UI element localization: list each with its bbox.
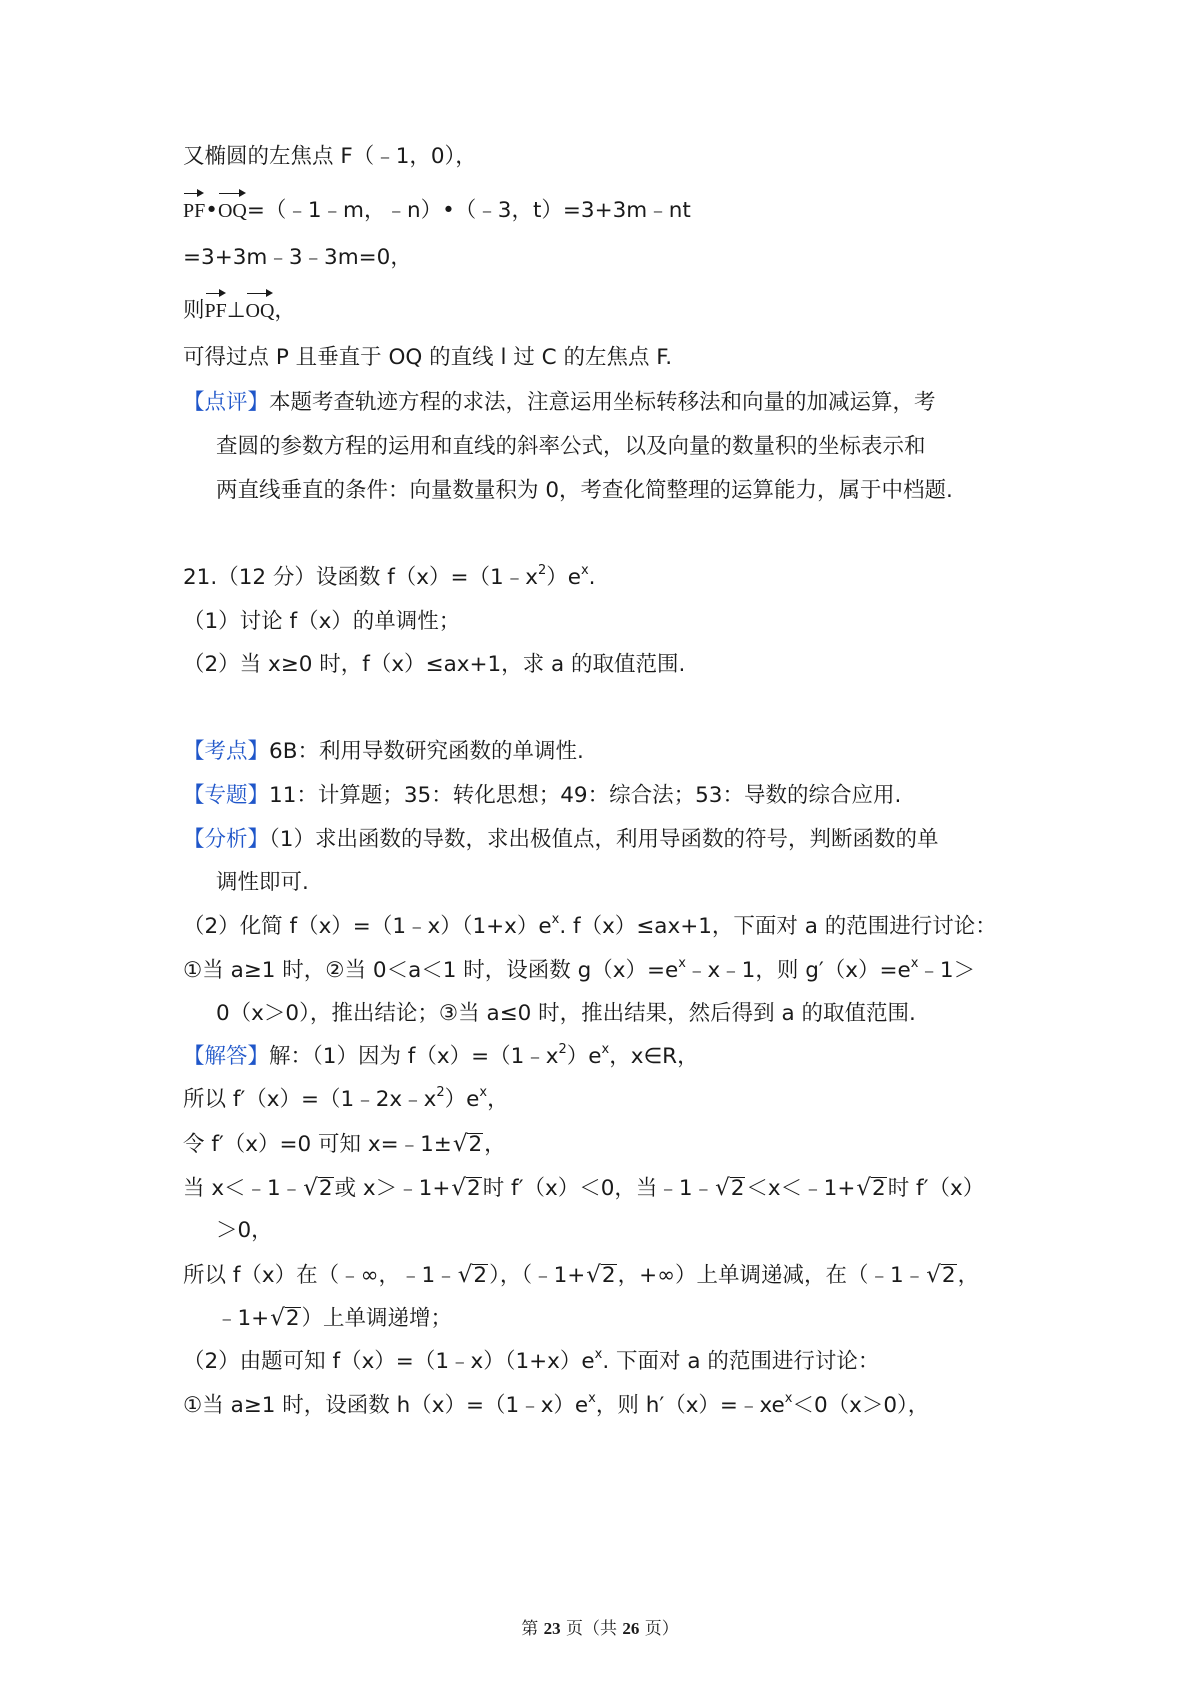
text: 又椭圆的左焦点 F（﹣1，0），	[183, 144, 477, 169]
sqrt-2: √2	[451, 1175, 481, 1201]
text: 时 f′（x）	[887, 1176, 985, 1201]
page-total: 26	[622, 1619, 640, 1638]
text: ＜x＜﹣1+	[746, 1176, 856, 1201]
text: ＜0（x＞0），	[792, 1393, 930, 1418]
text: ）e	[546, 565, 581, 590]
text-line	[183, 243, 412, 273]
text: ＞0，	[216, 1218, 273, 1243]
solution-line	[183, 1260, 979, 1291]
text: 解：（1）因为 f（x）=（1﹣x	[269, 1044, 559, 1069]
text: .	[588, 565, 596, 590]
text: 或 x＞﹣1+	[334, 1176, 451, 1201]
text: （1）求出函数的导数，求出极值点，利用导函数的符号，判断函数的单	[269, 827, 939, 852]
radicand: 2	[285, 1306, 300, 1331]
vector-pf: PF	[205, 293, 227, 326]
comment-line	[183, 388, 936, 418]
kaodian-line	[183, 737, 584, 767]
text: 时 f′（x）＜0，当﹣1﹣	[482, 1176, 715, 1201]
comment-line	[216, 476, 953, 506]
text: 可得过点 P 且垂直于 OQ 的直线 l 过 C 的左焦点 F.	[183, 345, 673, 370]
solution-line	[183, 1129, 506, 1160]
text: ）e	[566, 1044, 602, 1069]
radicand: 2	[730, 1176, 745, 1201]
superscript: x	[594, 1346, 603, 1362]
jieda-line	[183, 1042, 699, 1072]
radicand: 2	[473, 1263, 488, 1288]
solution-line	[183, 1391, 929, 1421]
superscript: x	[479, 1084, 488, 1100]
text: ①当 a≥1 时，②当 0＜a＜1 时，设函数 g（x）=e	[183, 958, 679, 983]
kaodian-tag: 【考点】	[183, 739, 270, 764]
text: =（﹣1﹣m，﹣n）•（﹣3，t）=3+3m﹣nt	[246, 198, 691, 223]
text: ，	[484, 1132, 506, 1157]
text: ）e	[444, 1087, 480, 1112]
text: （2）化简 f（x）=（1﹣x）（1+x）e	[183, 914, 552, 939]
sqrt-2: √2	[715, 1175, 745, 1201]
sqrt-2: √2	[270, 1305, 300, 1331]
dot-symbol: •	[205, 198, 218, 223]
vector-oq: OQ	[218, 193, 247, 226]
jieda-tag: 【解答】	[183, 1044, 270, 1069]
zhuanti-tag: 【专题】	[183, 783, 270, 808]
text: ﹣1+	[216, 1306, 270, 1331]
radicand: 2	[468, 1132, 483, 1157]
page-number: 23	[543, 1619, 561, 1638]
text: 本题考查轨迹方程的求法，注意运用坐标转移法和向量的加减运算，考	[269, 390, 936, 415]
sqrt-2: √2	[452, 1131, 483, 1157]
text: . f（x）≤ax+1，下面对 a 的范围进行讨论：	[559, 914, 997, 939]
comment-line	[216, 432, 926, 462]
text: 则	[183, 298, 205, 323]
vector-dot-line	[183, 193, 691, 226]
superscript: x	[588, 1390, 596, 1406]
radicand: 2	[467, 1176, 481, 1201]
solution-line	[183, 1085, 509, 1115]
text: ）上单调递增；	[301, 1306, 453, 1331]
radicand: 2	[318, 1176, 333, 1201]
superscript: 2	[558, 1041, 567, 1057]
fenxi-line	[216, 868, 309, 898]
text: ﹣1＞	[918, 958, 976, 983]
text: 调性即可.	[216, 870, 309, 895]
perpendicular-line	[183, 293, 296, 326]
sqrt-2: √2	[303, 1175, 333, 1201]
perp-symbol: ⊥	[226, 298, 246, 323]
footer-text: 页（共	[560, 1619, 623, 1639]
superscript: x	[678, 955, 686, 971]
superscript: x	[784, 1390, 793, 1406]
sqrt-2: √2	[856, 1175, 886, 1201]
text: （1）讨论 f（x）的单调性；	[183, 609, 461, 634]
comment-tag: 【点评】	[183, 390, 270, 415]
superscript: 2	[537, 562, 547, 578]
vector-pf: PF	[183, 193, 205, 226]
text: 6B：利用导数研究函数的单调性.	[269, 739, 584, 764]
text: （2）当 x≥0 时，f（x）≤ax+1，求 a 的取值范围.	[183, 652, 686, 677]
text-line	[183, 343, 672, 373]
fenxi-line	[216, 999, 916, 1029]
text: ，则 h′（x）=﹣xe	[595, 1393, 785, 1418]
text: 11：计算题；35：转化思想；49：综合法；53：导数的综合应用.	[269, 783, 902, 808]
text: ，	[957, 1263, 980, 1288]
text: ﹣x﹣1，则 g′（x）=e	[685, 958, 911, 983]
text: . 下面对 a 的范围进行讨论：	[602, 1349, 880, 1374]
text: ，	[487, 1087, 509, 1112]
sqrt-2: √2	[926, 1262, 956, 1288]
text: ，	[274, 298, 296, 323]
text: 21.（12 分）设函数 f（x）=（1﹣x	[183, 565, 538, 590]
fenxi-line	[183, 912, 997, 942]
fenxi-line	[183, 825, 938, 855]
text: 所以 f′（x）=（1﹣2x﹣x	[183, 1087, 437, 1112]
radicand: 2	[601, 1263, 616, 1288]
text: 两直线垂直的条件：向量数量积为 0，考查化简整理的运算能力，属于中档题.	[216, 478, 953, 503]
text: ①当 a≥1 时，设函数 h（x）=（1﹣x）e	[183, 1393, 589, 1418]
question-title	[183, 563, 596, 593]
text: 0（x＞0），推出结论；③当 a≤0 时，推出结果，然后得到 a 的取值范围.	[216, 1001, 916, 1026]
text: 查圆的参数方程的运用和直线的斜率公式，以及向量的数量积的坐标表示和	[216, 434, 926, 459]
vector-oq: OQ	[246, 293, 275, 326]
superscript: x	[910, 955, 919, 971]
superscript: x	[551, 911, 560, 927]
fenxi-line	[183, 956, 975, 986]
zhuanti-line	[183, 781, 901, 811]
question-part	[183, 607, 460, 637]
page-footer	[0, 1614, 1200, 1639]
radicand: 2	[872, 1176, 886, 1201]
text-line	[183, 142, 477, 172]
footer-text: 第	[521, 1619, 544, 1639]
sqrt-2: √2	[586, 1262, 616, 1288]
fenxi-tag: 【分析】	[183, 827, 270, 852]
text: ，x∈R，	[609, 1044, 699, 1069]
footer-text: 页）	[639, 1619, 679, 1639]
superscript: x	[601, 1041, 610, 1057]
radicand: 2	[941, 1263, 956, 1288]
text: 令 f′（x）=0 可知 x=﹣1±	[183, 1132, 452, 1157]
solution-line	[183, 1347, 879, 1377]
question-part	[183, 650, 685, 680]
solution-line	[216, 1303, 452, 1334]
text: ，+∞）上单调递减，在（﹣1﹣	[617, 1263, 926, 1288]
text: （2）由题可知 f（x）=（1﹣x）（1+x）e	[183, 1349, 595, 1374]
superscript: x	[580, 562, 589, 578]
solution-line	[216, 1216, 273, 1246]
solution-line	[183, 1173, 984, 1204]
superscript: 2	[436, 1084, 445, 1100]
text: =3+3m﹣3﹣3m=0，	[183, 245, 412, 270]
text: 当 x＜﹣1﹣	[183, 1176, 303, 1201]
text: ），（﹣1+	[489, 1263, 586, 1288]
text: 所以 f（x）在（﹣∞，﹣1﹣	[183, 1263, 457, 1288]
sqrt-2: √2	[457, 1262, 488, 1288]
